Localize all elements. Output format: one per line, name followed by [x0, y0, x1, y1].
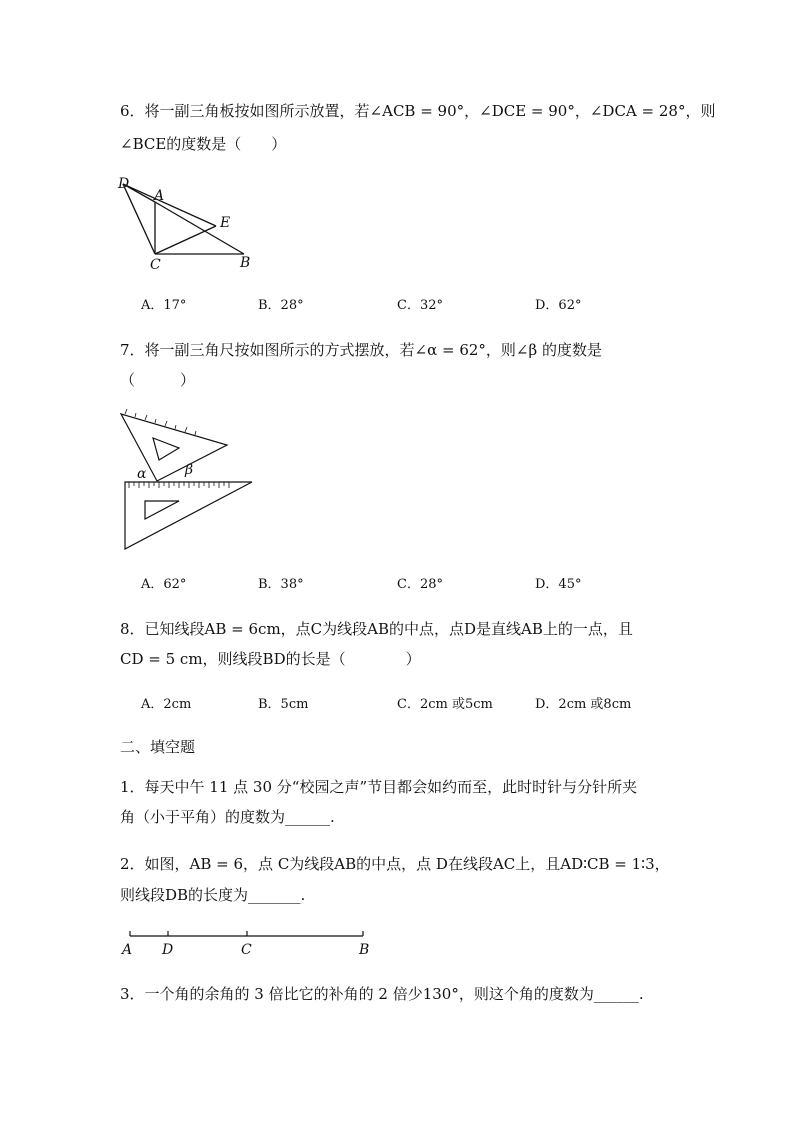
q6-line-CE	[155, 226, 216, 254]
q6-label-E: E	[220, 215, 231, 231]
f2-stem-line1: 2．如图，AB = 6，点 C为线段AB的中点，点 D在线段AC上，且AD∶CB = 1∶3，	[120, 855, 670, 873]
q7-stem-line2: （ ）	[120, 371, 196, 389]
q8-option-a: A．2cm	[141, 697, 192, 712]
q7-label-alpha: α	[137, 466, 147, 482]
q8-option-b: B．5cm	[258, 697, 309, 712]
f2-stem-line2: 则线段DB的长度为_______.	[120, 886, 306, 904]
q6-stem-line1: 6．将一副三角板按如图所示放置，若∠ACB = 90°，∠DCE = 90°，∠DCA = 28°，则	[120, 102, 716, 120]
q6-option-a: A．17°	[141, 298, 187, 313]
q6-label-B: B	[240, 255, 251, 271]
q6-line-AB	[155, 202, 244, 254]
f2-label-C: C	[241, 942, 252, 958]
q8-stem-line2: CD = 5 cm，则线段BD的长是（ ）	[120, 650, 421, 668]
q8-stem-line1: 8．已知线段AB = 6cm，点C为线段AB的中点，点D是直线AB上的一点，且	[120, 620, 633, 638]
q7-option-a: A．62°	[141, 577, 187, 592]
f2-label-D: D	[162, 942, 174, 958]
q8-option-c: C．2cm 或5cm	[397, 697, 493, 712]
q6-line-DC	[123, 184, 155, 254]
f2-label-B: B	[359, 942, 370, 958]
section-title-fill-in: 二、填空题	[120, 738, 196, 756]
q6-stem-line2: ∠BCE的度数是（ ）	[120, 135, 287, 153]
q7-figure	[115, 408, 260, 556]
q6-line-DE	[123, 184, 216, 226]
q6-label-D: D	[118, 176, 130, 192]
q7-lower-set-square	[125, 482, 252, 549]
q6-option-b: B．28°	[258, 298, 304, 313]
f1-stem-line1: 1．每天中午 11 点 30 分“校园之声”节目都会如约而至，此时时针与分针所夹	[120, 778, 638, 796]
q6-option-c: C．32°	[397, 298, 443, 313]
q7-label-beta: β	[185, 462, 194, 478]
q6-label-A: A	[154, 188, 165, 204]
q6-option-d: D．62°	[535, 298, 582, 313]
f3-stem-line1: 3．一个角的余角的 3 倍比它的补角的 2 倍少130°，则这个角的度数为______.	[120, 985, 644, 1003]
q8-option-d: D．2cm 或8cm	[535, 697, 632, 712]
q6-figure	[112, 172, 272, 272]
q7-stem-line1: 7．将一副三角尺按如图所示的方式摆放，若∠α = 62°，则∠β 的度数是	[120, 341, 602, 359]
f1-stem-line2: 角（小于平角）的度数为______.	[120, 808, 335, 826]
q6-label-C: C	[150, 257, 161, 272]
q7-option-c: C．28°	[397, 577, 443, 592]
q7-option-d: D．45°	[535, 577, 582, 592]
f2-label-A: A	[122, 942, 133, 958]
f2-segment-figure	[118, 925, 378, 961]
q7-option-b: B．38°	[258, 577, 304, 592]
